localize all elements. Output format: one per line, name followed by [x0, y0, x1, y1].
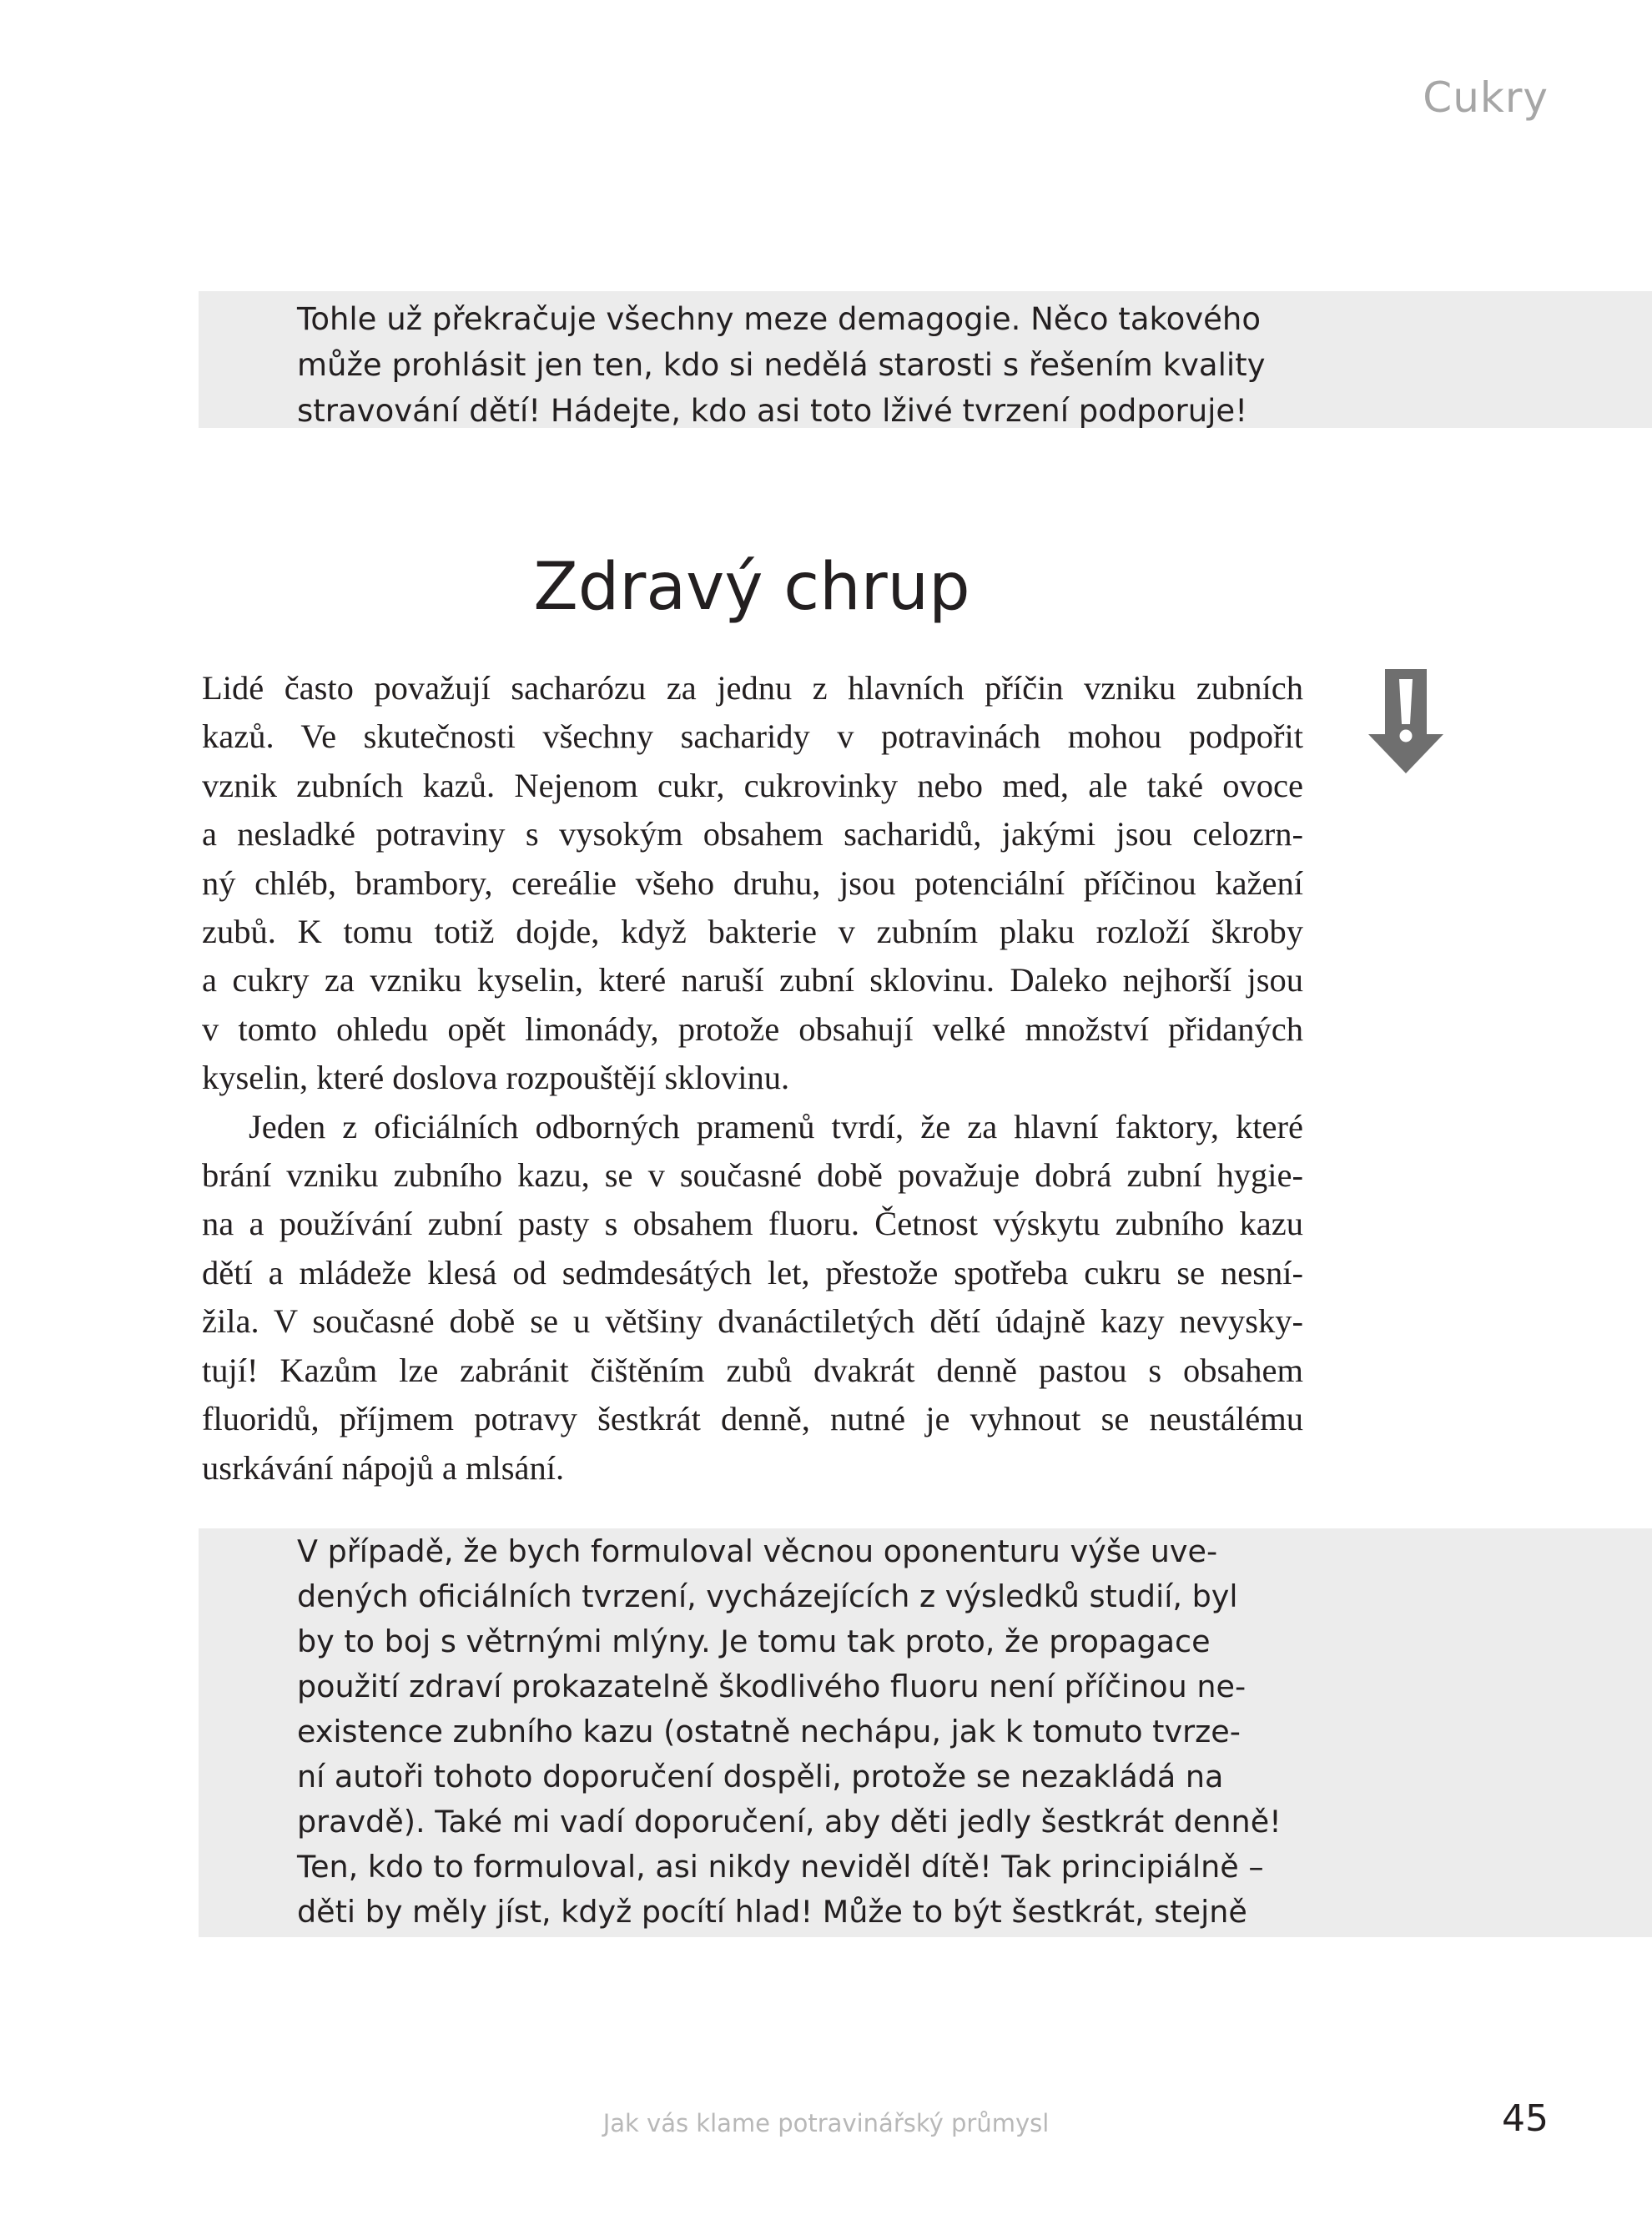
note-line: dených oficiálních tvrzení, vycházejících z výsledků studií, byl: [297, 1578, 1238, 1614]
body-line: a cukry za vzniku kyselin, které naruší zubní sklovinu. Daleko nejhorší jsou: [202, 961, 1303, 999]
body-line: vznik zubních kazů. Nejenom cukr, cukrovinky nebo med, ale také ovoce: [202, 766, 1303, 804]
note-line: existence zubního kazu (ostatně nechápu, jak k tomuto tvrze-: [297, 1714, 1241, 1749]
body-line: Lidé často považují sacharózu za jednu z hlavních příčin vzniku zubních: [202, 669, 1303, 707]
body-line: fluoridů, příjmem potravy šestkrát denně, nutné je vyhnout se neustálému: [202, 1400, 1303, 1438]
page-number: 45: [1502, 2097, 1549, 2140]
note-line: děti by měly jíst, když pocítí hlad! Může to být šestkrát, stejně: [297, 1894, 1247, 1930]
exclamation-arrow-down-icon: [1368, 669, 1443, 773]
footer-book-title: Jak vás klame potravinářský průmysl: [602, 2109, 1050, 2137]
author-note-bottom: [199, 1528, 1652, 1937]
author-note-bottom-text: [297, 1529, 1282, 1935]
note-line: může prohlásit jen ten, kdo si nedělá starosti s řešením kvality: [297, 347, 1266, 383]
body-line: ný chléb, brambory, cereálie všeho druhu, jsou potenciální příčinou kažení: [202, 863, 1303, 902]
body-line: a nesladké potraviny s vysokým obsahem sacharidů, jakými jsou celozrn-: [202, 815, 1303, 853]
note-line: stravování dětí! Hádejte, kdo asi toto lživé tvrzení podporuje!: [297, 393, 1248, 429]
body-line: na a používání zubní pasty s obsahem fluoru. Četnost výskytu zubního kazu: [202, 1205, 1303, 1243]
author-note-top: [199, 291, 1652, 428]
body-line: brání vzniku zubního kazu, se v současné době považuje dobrá zubní hygie-: [202, 1156, 1303, 1195]
note-line: Tohle už překračuje všechny meze demagogie. Něco takového: [297, 301, 1261, 337]
note-line: by to boj s větrnými mlýny. Je tomu tak proto, že propagace: [297, 1623, 1211, 1659]
body-line: v tomto ohledu opět limonády, protože obsahují velké množství přidaných: [202, 1009, 1303, 1048]
body-line: tují! Kazům lze zabránit čištěním zubů dvakrát denně pastou s obsahem: [202, 1351, 1303, 1389]
body-line: dětí a mládeže klesá od sedmdesátých let, přestože spotřeba cukru se nesní-: [202, 1253, 1303, 1291]
note-line: pravdě). Také mi vadí doporučení, aby děti jedly šestkrát denně!: [297, 1804, 1282, 1840]
body-line: žila. V současné době se u většiny dvanáctiletých dětí údajně kazy nevysky-: [202, 1302, 1303, 1341]
body-line: kyselin, které doslova rozpouštějí sklovinu.: [202, 1059, 790, 1097]
author-note-top-text: [297, 296, 1266, 434]
section-heading: Zdravý chrup: [533, 550, 970, 625]
section-body: [202, 664, 1303, 1493]
note-line: V případě, že bych formuloval věcnou oponenturu výše uve-: [297, 1533, 1218, 1569]
body-line: usrkávání nápojů a mlsání.: [202, 1448, 565, 1487]
note-line: použití zdraví prokazatelně škodlivého fluoru není příčinou ne-: [297, 1669, 1247, 1704]
note-line: Ten, kdo to formuloval, asi nikdy neviděl dítě! Tak principiálně –: [297, 1849, 1264, 1885]
body-line: zubů. K tomu totiž dojde, když bakterie v zubním plaku rozloží škroby: [202, 913, 1303, 951]
chapter-title: Cukry: [1423, 73, 1549, 122]
body-line: Jeden z oficiálních odborných pramenů tvrdí, že za hlavní faktory, které: [249, 1107, 1303, 1145]
note-line: ní autoři tohoto doporučení dospěli, protože se nezakládá na: [297, 1759, 1224, 1795]
body-line: kazů. Ve skutečnosti všechny sacharidy v potravinách mohou podpořit: [202, 717, 1303, 756]
